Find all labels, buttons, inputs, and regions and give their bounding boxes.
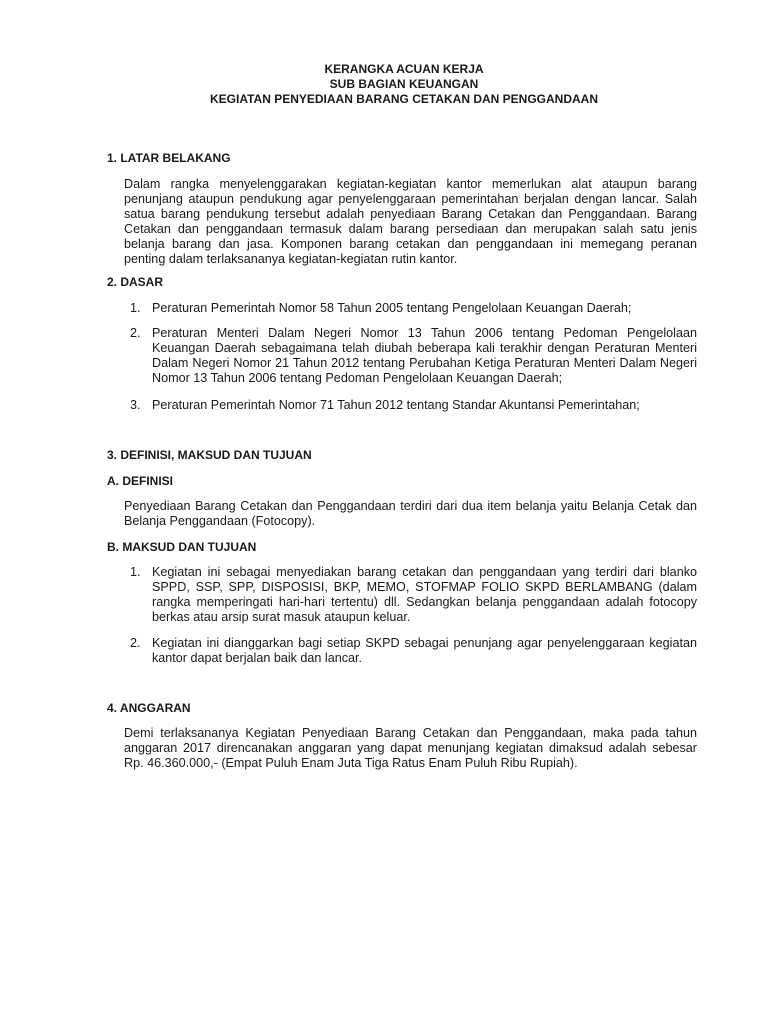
title-line-2: SUB BAGIAN KEUANGAN bbox=[329, 77, 479, 91]
section-2-heading: 2. DASAR bbox=[107, 275, 164, 289]
list-item-number: 1. bbox=[130, 565, 141, 579]
subsection-a-paragraph: Penyediaan Barang Cetakan dan Penggandaan terdiri dari dua item belanja yaitu Belanja Cetak dan Belanja Penggandaan (Fotocopy). bbox=[124, 499, 697, 528]
section-1-heading: 1. LATAR BELAKANG bbox=[107, 151, 231, 165]
list-item-number: 2. bbox=[130, 326, 141, 340]
list-item-text: Peraturan Pemerintah Nomor 71 Tahun 2012 tentang Standar Akuntansi Pemerintahan; bbox=[152, 398, 640, 412]
title-line-3: KEGIATAN PENYEDIAAN BARANG CETAKAN DAN PENGGANDAAN bbox=[209, 92, 598, 106]
list-item-text: Kegiatan ini dianggarkan bagi setiap SKPD sebagai penunjang agar penyelenggaraan kegiatan kantor dapat berjalan baik dan lancar. bbox=[152, 636, 697, 665]
section-3-heading: 3. DEFINISI, MAKSUD DAN TUJUAN bbox=[107, 448, 312, 462]
document-title bbox=[0, 62, 768, 107]
subsection-a-heading: A. DEFINISI bbox=[107, 474, 174, 488]
list-item-number: 3. bbox=[130, 398, 141, 412]
section-4-paragraph: Demi terlaksananya Kegiatan Penyediaan Barang Cetakan dan Penggandaan, maka pada tahun anggaran 2017 direncanakan anggaran yang dapat menunjang kegiatan dimaksud adalah sebesar Rp. 46.360.000,- (Empat Puluh Enam Juta Tiga Ratus Enam Puluh Ribu Rupiah). bbox=[124, 726, 697, 770]
list-item-text: Peraturan Menteri Dalam Negeri Nomor 13 Tahun 2006 tentang Pedoman Pengelolaan Keuangan Daerah sebagaimana telah diubah beberapa kali terakhir dengan Peraturan Menteri Dalam Negeri Nomor 21 Tahun 2012 tentang Perubahan Ketiga Peraturan Menteri Dalam Negeri Nomor 13 Tahun 2006 tentang Pedoman Pengelolaan Keuangan Daerah; bbox=[152, 326, 697, 385]
subsection-b-heading: B. MAKSUD DAN TUJUAN bbox=[107, 540, 257, 554]
title-line-1: KERANGKA ACUAN KERJA bbox=[324, 62, 484, 76]
list-item-text: Peraturan Pemerintah Nomor 58 Tahun 2005 tentang Pengelolaan Keuangan Daerah; bbox=[152, 301, 632, 315]
list-item-number: 1. bbox=[130, 301, 141, 315]
list-item-text: Kegiatan ini sebagai menyediakan barang cetakan dan penggandaan yang terdiri dari blanko SPPD, SSP, SPP, DISPOSISI, BKP, MEMO, STOFMAP FOLIO SKPD BERLAMBANG (dalam rangka memperingati hari-hari tertentu) dll. Sedangkan belanja penggandaan adalah fotocopy berkas atau arsip surat masuk ataupun keluar. bbox=[152, 565, 697, 624]
list-item-number: 2. bbox=[130, 636, 141, 650]
section-4-heading: 4. ANGGARAN bbox=[107, 701, 191, 715]
section-1-paragraph: Dalam rangka menyelenggarakan kegiatan-kegiatan kantor memerlukan alat ataupun barang penunjang ataupun pendukung agar penyelenggaraan pemerintahan berjalan dengan lancar. Salah satua barang pendukung tersebut adalah penyediaan Barang Cetakan dan Penggandaan. Barang Cetakan dan penggandaan termasuk dalam barang persediaan dan merupakan salah satu jenis belanja barang dan jasa. Komponen barang cetakan dan penggandaan ini memegang peranan penting dalam terlaksananya kegiatan-kegiatan rutin kantor. bbox=[124, 177, 697, 266]
